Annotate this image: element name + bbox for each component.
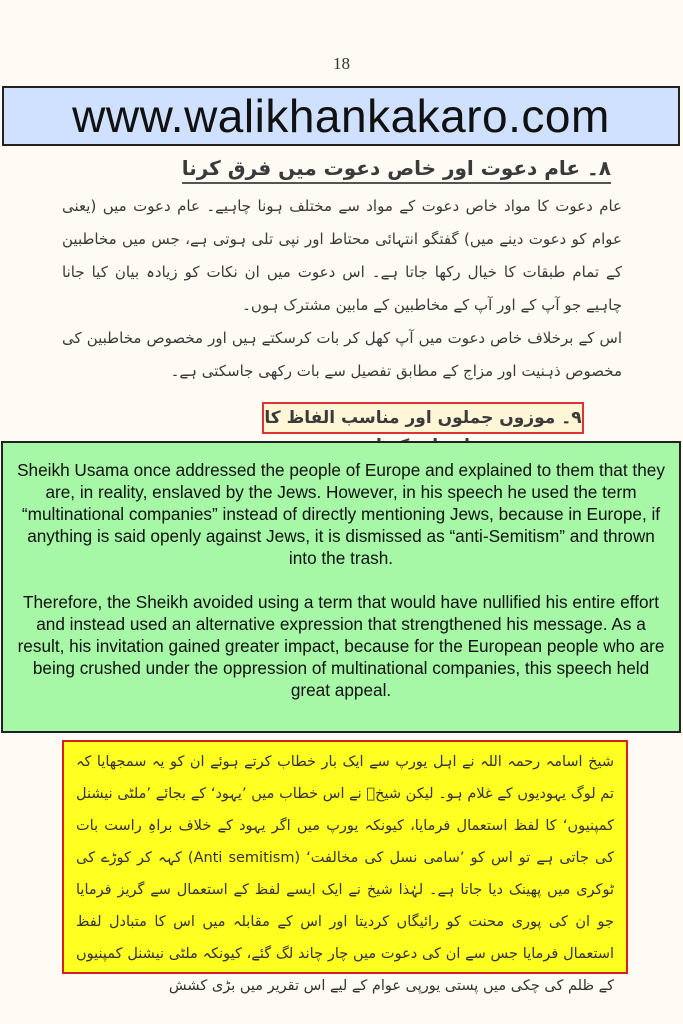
urdu-quote-box: شیخ اسامہ رحمہ اللہ نے اہل یورپ سے ایک بار خطاب کرتے ہوئے ان کو یہ سمجھایا کہ تم لوگ یہودیوں کے غلام ہو۔ لیکن شیخؒ نے اس خطاب میں ’یہود‘ کے بجائے ’ملٹی نیشنل کمپنیوں‘ کا لفظ استعمال فرمایا، کیونکہ یورپ میں اگر یہود کے خلاف براہِ راست بات کی جاتی ہے تو اس کو ’سامی نسل کی مخالفت‘ (Anti semitism) کہہ کر کوڑے کی ٹوکری میں پھینک دیا جاتا ہے۔ لہٰذا شیخ نے ایک ایسے لفظ کے استعمال سے گریز فرمایا جو ان کی پوری محنت کو رائیگاں کردیتا اور اس کے مقابلہ میں اس کا متبادل لفظ استعمال فرمایا جس سے ان کی دعوت میں چار چاند لگ گئے، کیونکہ ملٹی نیشنل کمپنیوں کے ظلم کی چکی میں پستی یورپی عوام کے لیے اس تقریر میں بڑی کشش: [62, 740, 628, 974]
translation-paragraph-1: Sheikh Usama once addressed the people of Europe and explained to them that they are, in reality, enslaved by the Jews. However, in his speech he used the term “multinational companies” instead of directly mentioning Jews, because in Europe, if anything is said openly against Jews, it is dismissed as “anti-Semitism” and thrown into the trash.: [17, 460, 665, 568]
website-banner: www.walikhankakaro.com: [2, 86, 680, 146]
translation-paragraph-2: Therefore, the Sheikh avoided using a term that would have nullified his entire effort and instead used an alternative expression that strengthened his message. As a result, his invitation gained greater impact, because for the European people who are being crushed under the oppression of multinational companies, this speech held great appeal.: [17, 592, 665, 700]
section-9-heading: ۹۔ موزوں جملوں اور مناسب الفاظ کا: [262, 402, 584, 434]
section-8-heading: ۸۔ عام دعوت اور خاص دعوت میں فرق کرنا: [182, 156, 611, 184]
section-8-paragraph-2: اس کے برخلاف خاص دعوت میں آپ کھل کر بات کرسکتے ہیں اور مخصوص مخاطبین کی مخصوص ذہنیت اور مزاج کے مطابق تفصیل سے بات رکھی جاسکتی ہے۔: [62, 329, 622, 380]
page-number: 18: [333, 54, 350, 73]
english-translation-box: [1, 441, 681, 733]
section-8-paragraph-1: عام دعوت کا مواد خاص دعوت کے مواد سے مختلف ہونا چاہیے۔ عام دعوت میں (یعنی عوام کو دعوت دینے میں) گفتگو انتہائی محتاط اور نپی تلی ہوتی ہے، جس میں مخاطبین کے تمام طبقات کا خیال رکھا جاتا ہے۔ اس دعوت میں ان نکات کو زیادہ بیان کیا جانا چاہیے جو آپ کے اور آپ کے مخاطبین کے مابین مشترک ہوں۔: [62, 197, 622, 314]
